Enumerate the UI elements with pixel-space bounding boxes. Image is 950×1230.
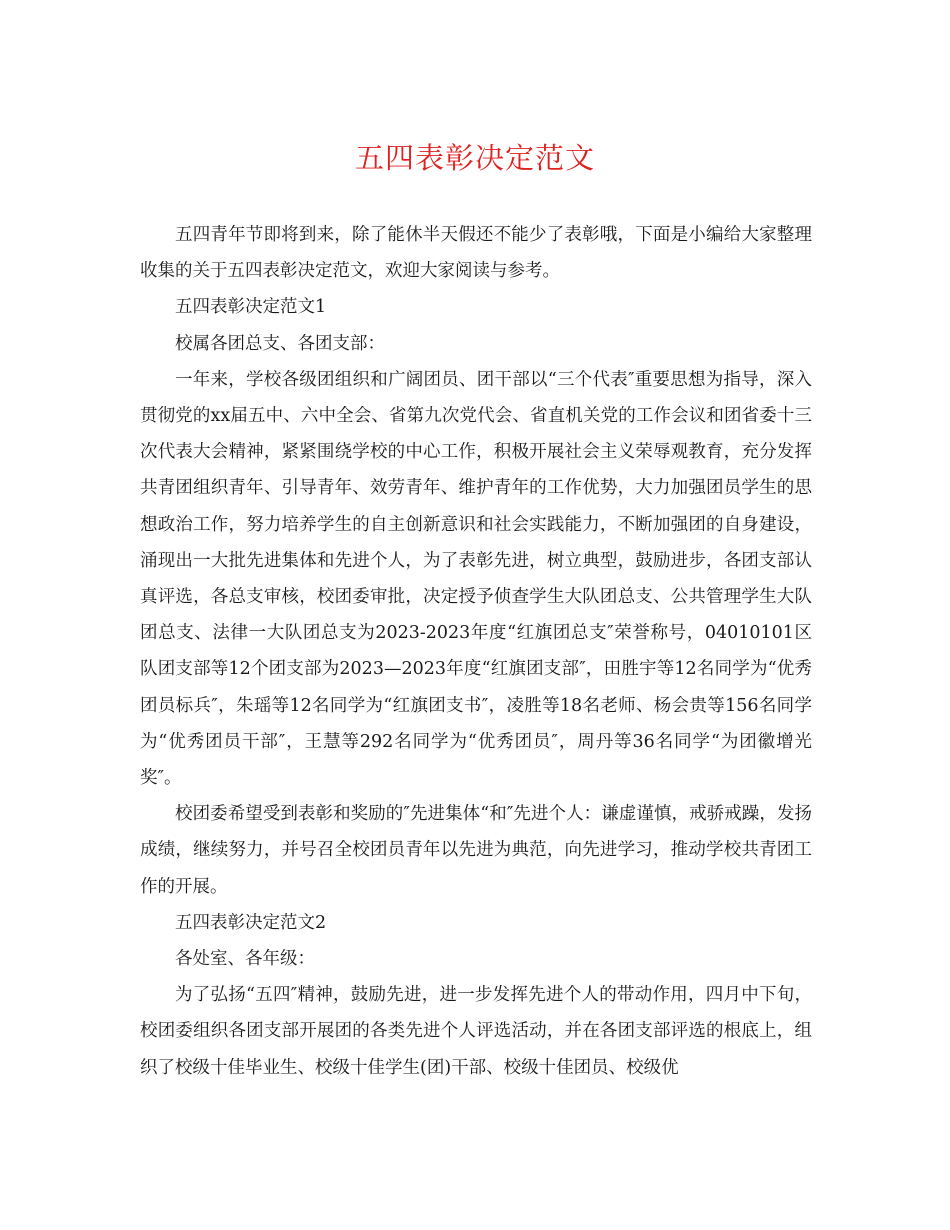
body-paragraph: 一年来，学校各级团组织和广阔团员、团干部以“三个代表″重要思想为指导，深入贯彻党的xx届五中、六中全会、省第九次党代会、省直机关党的工作会议和团省委十三次代表大会精神，紧紧围绕学校的中心工作，积极开展社会主义荣辱观教育，充分发挥共青团组织青年、引导青年、效劳青年、维护青年的工作优势，大力加强团员学生的思想政治工作，努力培养学生的自主创新意识和社会实践能力，不断加强团的自身建设，涌现出一大批先进集体和先进个人，为了表彰先进，树立典型，鼓励进步，各团支部认真评选，各总支审核，校团委审批，决定授予侦查学生大队团总支、公共管理学生大队团总支、法律一大队团总支为2023-2023年度“红旗团总支″荣誉称号，04010101区队团支部等12个团支部为2023—2023年度“红旗团支部″，田胜宇等12名同学为“优秀团员标兵″，朱瑶等12名同学为“红旗团支书″，凌胜等18名老师、杨会贵等156名同学为“优秀团员干部″，王慧等292名同学为“优秀团员″，周丹等36名同学“为团徽增光奖″。 <box>140 369 812 789</box>
intro-paragraph: 五四青年节即将到来，除了能休半天假还不能少了表彰哦，下面是小编给大家整理收集的关于五四表彰决定范文，欢迎大家阅读与参考。 <box>140 225 812 282</box>
section-heading-2: 五四表彰决定范文2 <box>175 912 327 933</box>
document-body <box>140 217 812 1086</box>
section-heading-1: 五四表彰决定范文1 <box>175 297 327 318</box>
document-title: 五四表彰决定范文 <box>354 141 595 175</box>
body-paragraph: 为了弘扬“五四″精神，鼓励先进，进一步发挥先进个人的带动作用，四月中下旬，校团委组织各团支部开展团的各类先进个人评选活动，并在各团支部评选的根底上，组织了校级十佳毕业生、校级十佳学生(团)干部、校级十佳团员、校级优 <box>140 985 812 1078</box>
salutation-1: 校属各团总支、各团支部： <box>175 333 385 354</box>
body-paragraph: 校团委希望受到表彰和奖励的″先进集体“和″先进个人：谦虚谨慎，戒骄戒躁，发扬成绩，继续努力，并号召全校团员青年以先进为典范，向先进学习，推动学校共青团工作的开展。 <box>140 804 812 897</box>
salutation-2: 各处室、各年级： <box>175 949 315 970</box>
